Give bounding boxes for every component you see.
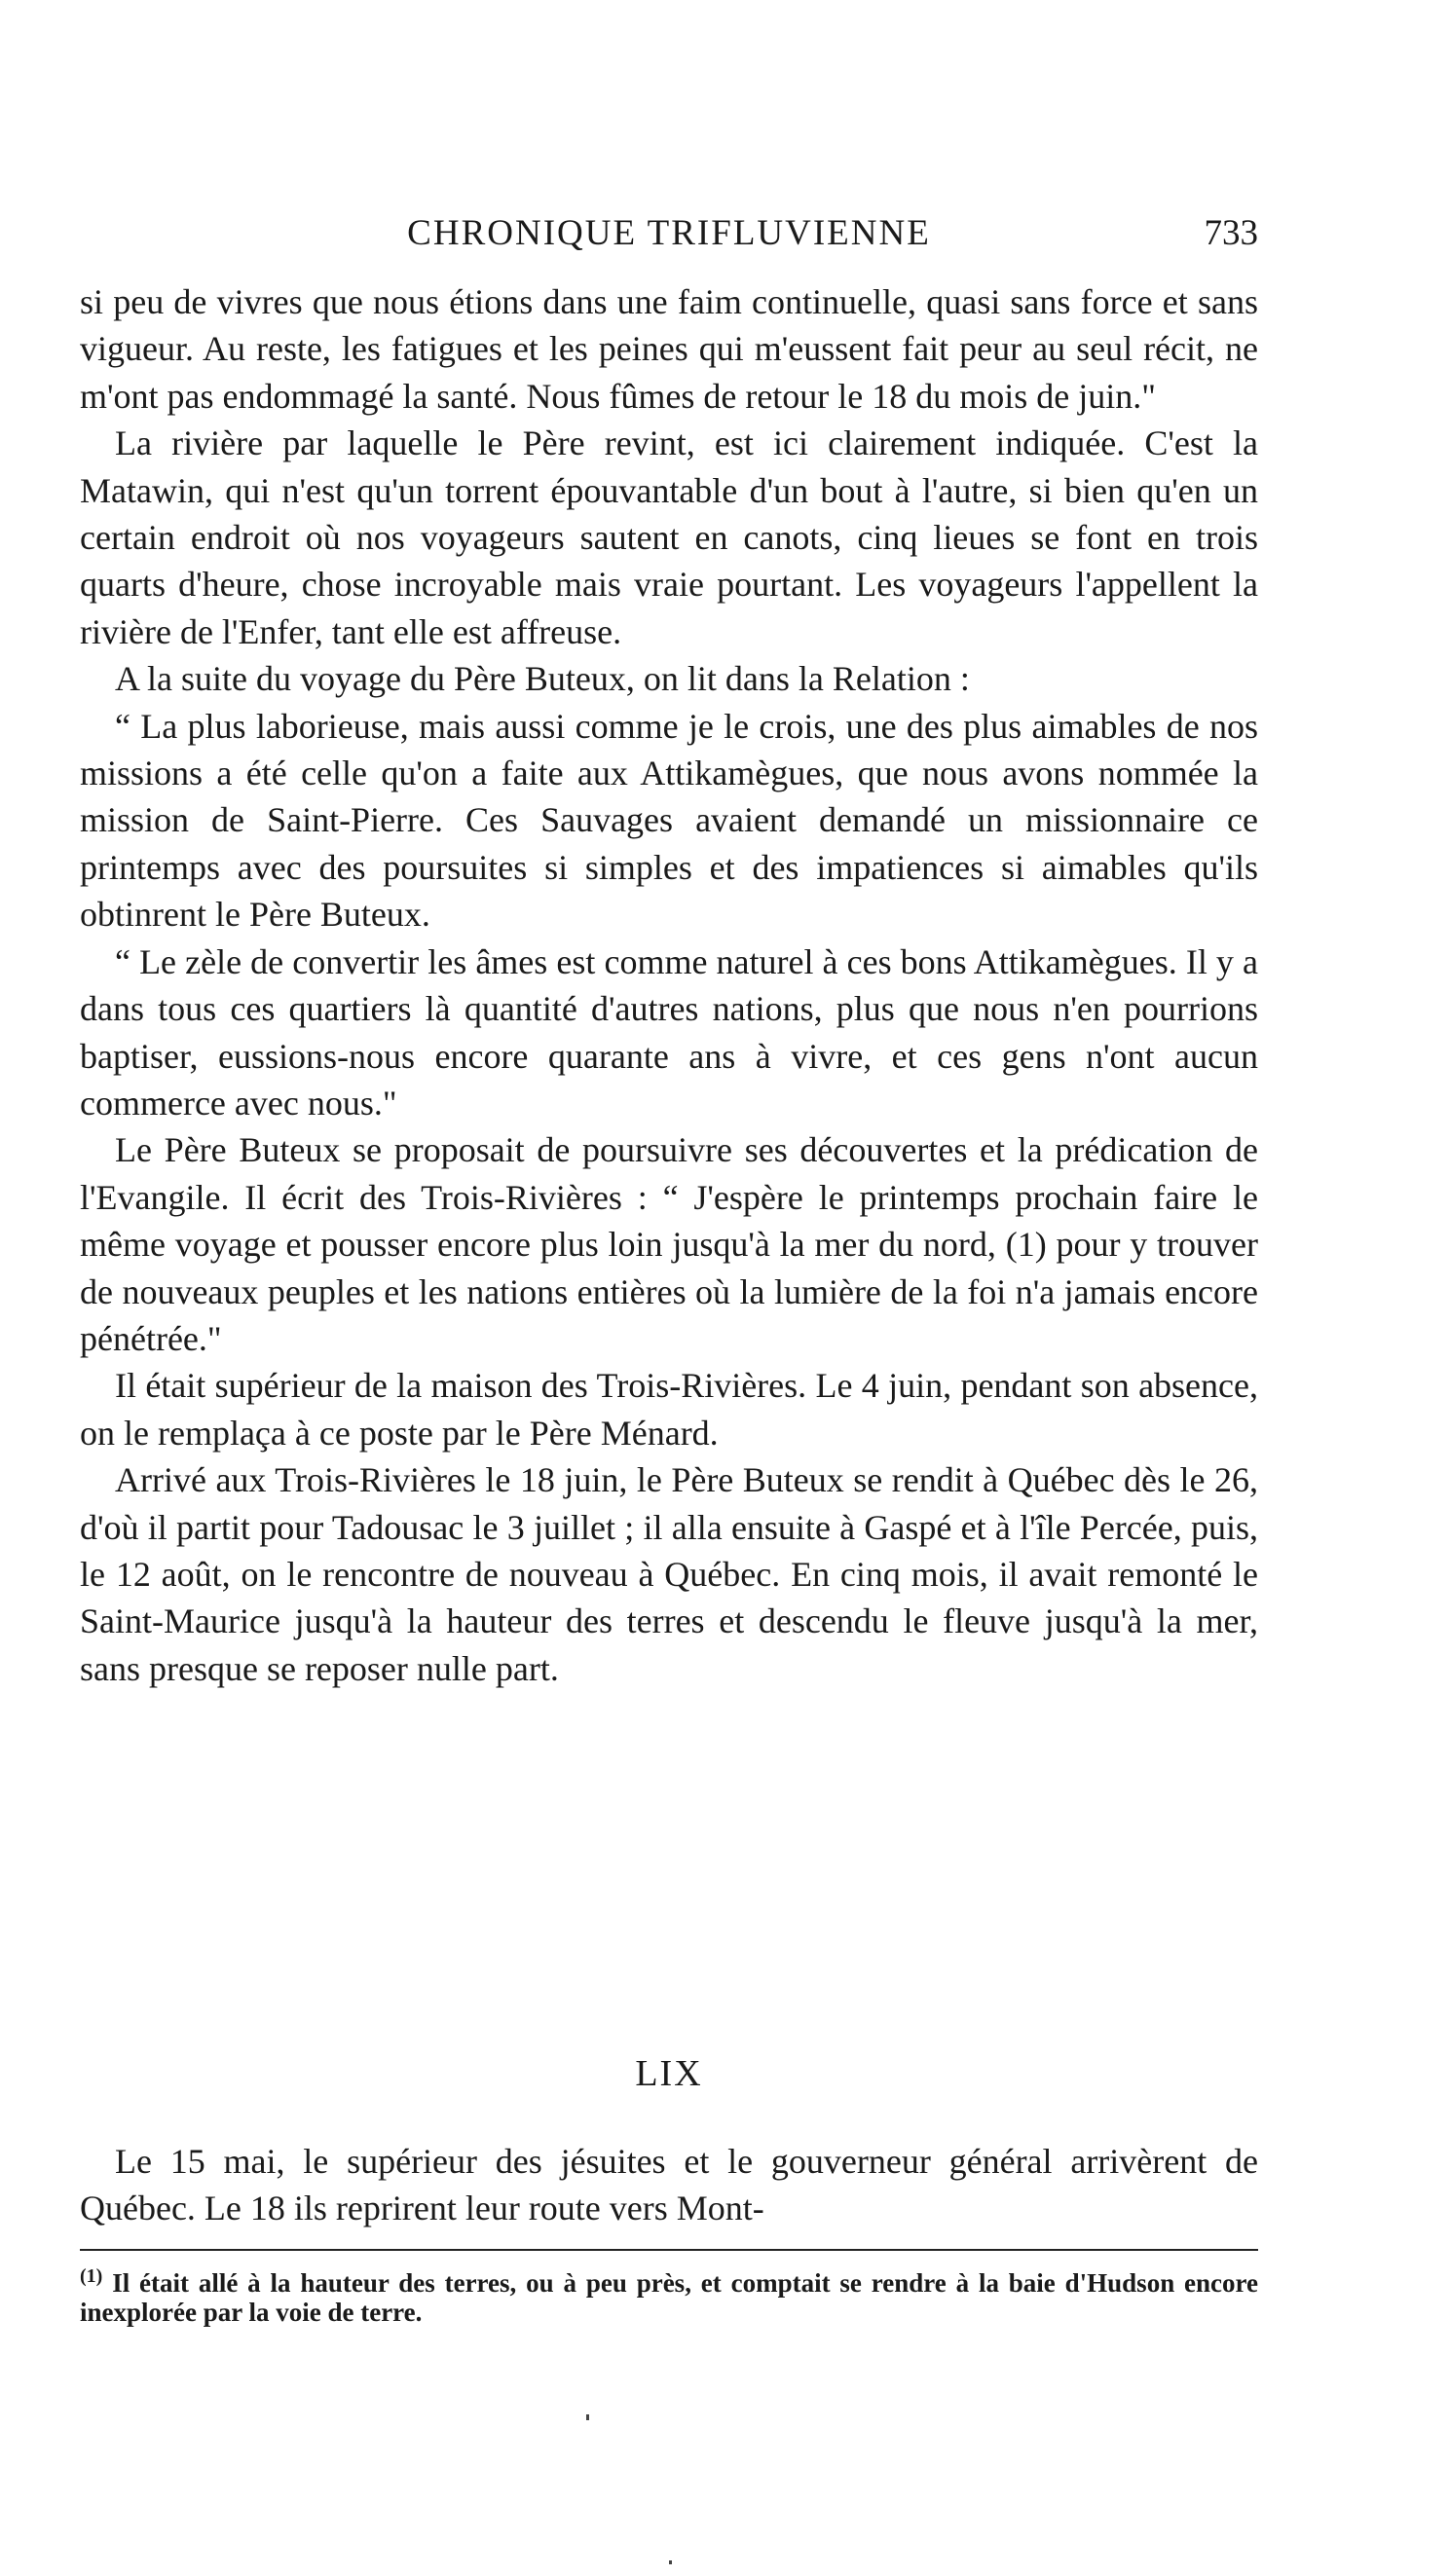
footnote (80, 2265, 1259, 2327)
paragraph-2: La rivière par laquelle le Père revint, est ici clairement indiquée. C'est la Matawin, qui n'est qu'un torrent épouvantable d'un bout à l'autre, si bien qu'en un certain endroit où nos voyageurs sautent en canots, cinq lieues se font en trois quarts d'heure, chose incroyable mais vraie pourtant. Les voyageurs l'appellent la rivière de l'Enfer, tant elle est affreuse. (80, 423, 1258, 651)
paragraph-4: “ La plus laborieuse, mais aussi comme je le crois, une des plus aimables de nos missions a été celle qu'on a faite aux Attikamègues, que nous avons nommée la mission de Saint-Pierre. Ces Sauvages avaient demandé un missionnaire ce printemps avec des poursuites si simples et des impatiences si aimables qu'ils obtinrent le Père Buteux. (80, 706, 1258, 935)
print-speck (669, 2560, 672, 2564)
paragraph-1: si peu de vivres que nous étions dans une faim continuelle, quasi sans force et sans vigueur. Au reste, les fatigues et les peines qui m'eussent fait peur au seul récit, ne m'ont pas endommagé la santé. Nous fûmes de retour le 18 du mois de juin." (80, 282, 1258, 416)
footnote-divider (80, 2249, 1258, 2251)
section-heading: LIX (635, 2053, 703, 2094)
paragraph-5: “ Le zèle de convertir les âmes est comme naturel à ces bons Attikamègues. Il y a dans tous ces quartiers là quantité d'autres nations, plus que nous n'en pourrions baptiser, eussions-nous encore quarante ans à vivre, et ces gens n'ont aucun commerce avec nous." (80, 941, 1258, 1122)
paragraph-3: A la suite du voyage du Père Buteux, on lit dans la Relation : (115, 659, 970, 699)
section-paragraph: Le 15 mai, le supérieur des jésuites et le gouverneur général arrivèrent de Québec. Le 18 ils reprirent leur route vers Mont- (80, 2142, 1258, 2228)
paragraph-6: Le Père Buteux se proposait de poursuivre ses découvertes et la prédication de l'Evangile. Il écrit des Trois-Rivières : “ J'espère le printemps prochain faire le même voyage et pousser encore plus loin jusqu'à la mer du nord, (1) pour y trouver de nouveaux peuples et les nations entières où la lumière de la foi n'a jamais encore pénétrée." (80, 1130, 1258, 1358)
running-head (80, 204, 1258, 263)
section-text (80, 2138, 1258, 2232)
footnote-text: Il était allé à la hauteur des terres, ou à peu près, et comptait se rendre à la baie d'Hudson encore inexplorée par la voie de terre. (80, 2268, 1259, 2327)
running-title: CHRONIQUE TRIFLUVIENNE (407, 213, 931, 253)
footnote-marker: (1) (80, 2265, 103, 2287)
main-text (80, 278, 1258, 1692)
paragraph-7: Il était supérieur de la maison des Trois-Rivières. Le 4 juin, pendant son absence, on le remplaça à ce poste par le Père Ménard. (80, 1366, 1258, 1453)
print-speck (586, 2414, 589, 2420)
page-number: 733 (1204, 213, 1258, 253)
paragraph-8: Arrivé aux Trois-Rivières le 18 juin, le Père Buteux se rendit à Québec dès le 26, d'où il partit pour Tadousac le 3 juillet ; il alla ensuite à Gaspé et à l'île Percée, puis, le 12 août, on le rencontre de nouveau à Québec. En cinq mois, il avait remonté le Saint-Maurice jusqu'à la hauteur des terres et descendu le fleuve jusqu'à la mer, sans presque se reposer nulle part. (80, 1460, 1258, 1688)
